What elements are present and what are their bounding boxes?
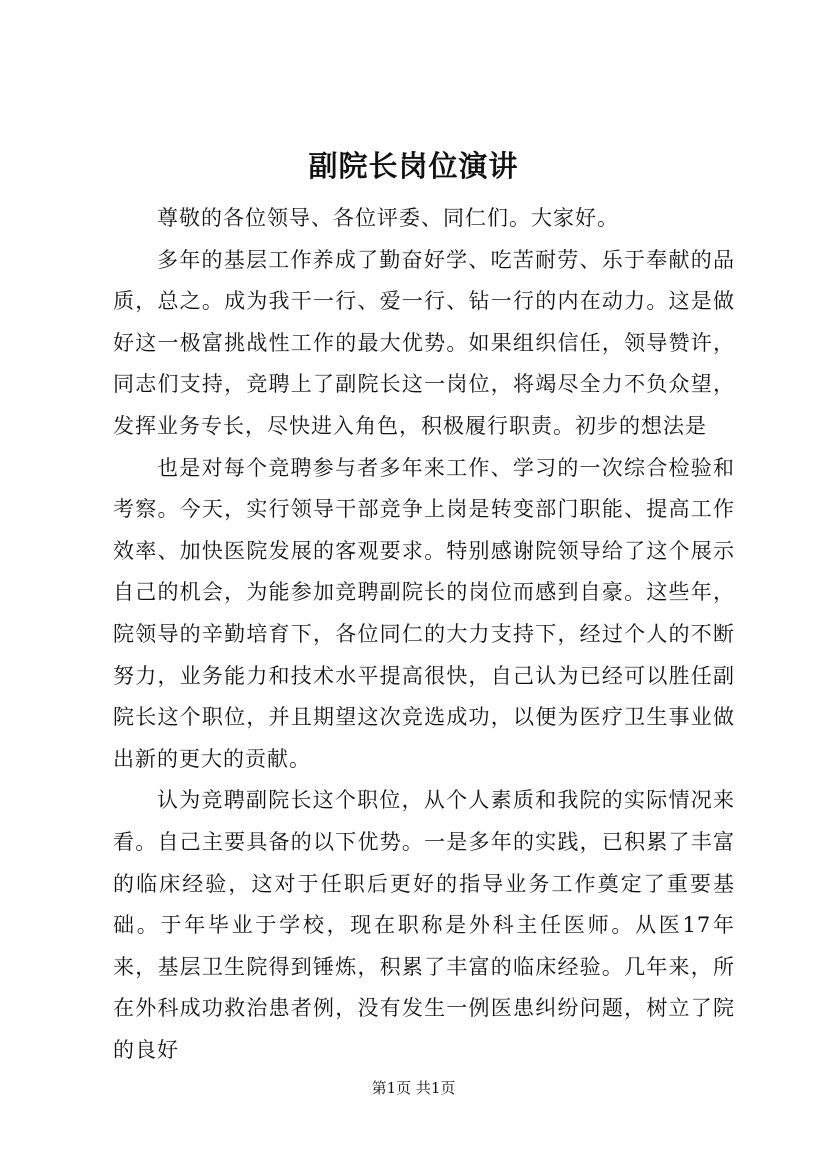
paragraph-qualities: 多年的基层工作养成了勤奋好学、吃苦耐劳、乐于奉献的品质，总之。成为我干一行、爱一行、钻一行的内在动力。这是做好这一极富挑战性工作的最大优势。如果组织信任，领导赞许，同志们支持，竞聘上了副院长这一岗位，将竭尽全力不负众望，发挥业务专长，尽快进入角色，积极履行职责。初步的想法是 <box>113 247 735 438</box>
document-body <box>113 198 735 1071</box>
page-footer: 第1页 共1页 <box>371 1079 456 1097</box>
paragraph-advantages: 认为竞聘副院长这个职位，从个人素质和我院的实际情况来看。自己主要具备的以下优势。一是多年的实践，已积累了丰富的临床经验，这对于任职后更好的指导业务工作奠定了重要基础。于年毕业于学校，现在职称是外科主任医师。从医17年来，基层卫生院得到锤炼，积累了丰富的临床经验。几年来，所在外科成功救治患者例，没有发生一例医患纠纷问题，树立了院的良好 <box>113 788 735 1062</box>
paragraph-competition: 也是对每个竞聘参与者多年来工作、学习的一次综合检验和考察。今天，实行领导干部竞争上岗是转变部门职能、提高工作效率、加快医院发展的客观要求。特别感谢院领导给了这个展示自己的机会，为能参加竞聘副院长的岗位而感到自豪。这些年，院领导的辛勤培育下，各位同仁的大力支持下，经过个人的不断努力，业务能力和技术水平提高很快，自己认为已经可以胜任副院长这个职位，并且期望这次竞选成功，以便为医疗卫生事业做出新的更大的贡献。 <box>113 455 735 771</box>
paragraph-greeting: 尊敬的各位领导、各位评委、同仁们。大家好。 <box>157 206 619 230</box>
document-title: 副院长岗位演讲 <box>308 149 519 183</box>
